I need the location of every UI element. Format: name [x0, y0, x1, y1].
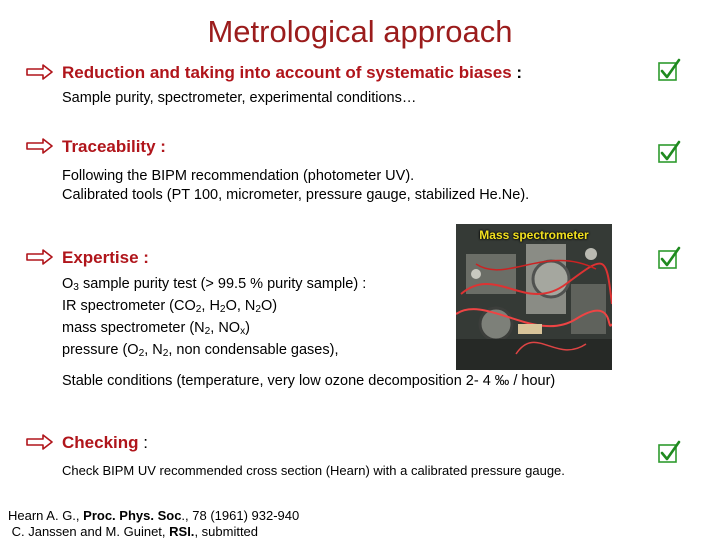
o3-purity-test: $O_3$ sample purity test (> 99.5 % purity sample) :: [62, 276, 367, 293]
checking-detail: Check BIPM UV recommended cross section (Hearn) with a calibrated pressure gauge.: [62, 463, 565, 478]
checked-box-icon: [657, 440, 681, 464]
reduction-detail: Sample purity, spectrometer, experimental conditions…: [62, 90, 417, 106]
traceability-line-2: Calibrated tools (PT 100, micrometer, pressure gauge, stabilized He.Ne).: [62, 187, 530, 203]
reference-hearn: Hearn A. G., Proc. Phys. Soc., 78 (1961) 932-940: [8, 508, 300, 523]
page-title: Metrological approach: [207, 14, 513, 49]
pressure-line: pressure ($O_2$, $N_2$, non condensable gases),: [62, 342, 339, 359]
checked-box-icon: [657, 58, 681, 82]
mass-spectrometer-line: mass spectrometer ($N_2$, $NO_x$): [62, 320, 250, 337]
checked-box-icon: [657, 140, 681, 164]
mass-spectrometer-photo: [456, 224, 612, 370]
photo-label: Mass spectrometer: [479, 228, 589, 242]
stable-conditions: Stable conditions (temperature, very low ozone decomposition 2- 4 ‰ / hour): [62, 373, 556, 389]
right-arrow-icon: [26, 138, 54, 154]
ir-spectrometer-line: IR spectrometer ($CO_2$, $H_2O$, $N_2O$): [62, 298, 278, 315]
traceability-heading: Traceability :: [62, 137, 166, 156]
expertise-heading: Expertise :: [62, 248, 149, 267]
right-arrow-icon: [26, 64, 54, 80]
reference-janssen: C. Janssen and M. Guinet, RSI., submitted: [8, 524, 259, 539]
traceability-line-1: Following the BIPM recommendation (photometer UV).: [62, 168, 415, 184]
reduction-heading: Reduction and taking into account of systematic biases :: [62, 63, 523, 82]
checked-box-icon: [657, 246, 681, 270]
right-arrow-icon: [26, 249, 54, 265]
lab-equipment-illustration: [456, 224, 612, 370]
right-arrow-icon: [26, 434, 54, 450]
checking-heading: Checking :: [62, 433, 148, 452]
